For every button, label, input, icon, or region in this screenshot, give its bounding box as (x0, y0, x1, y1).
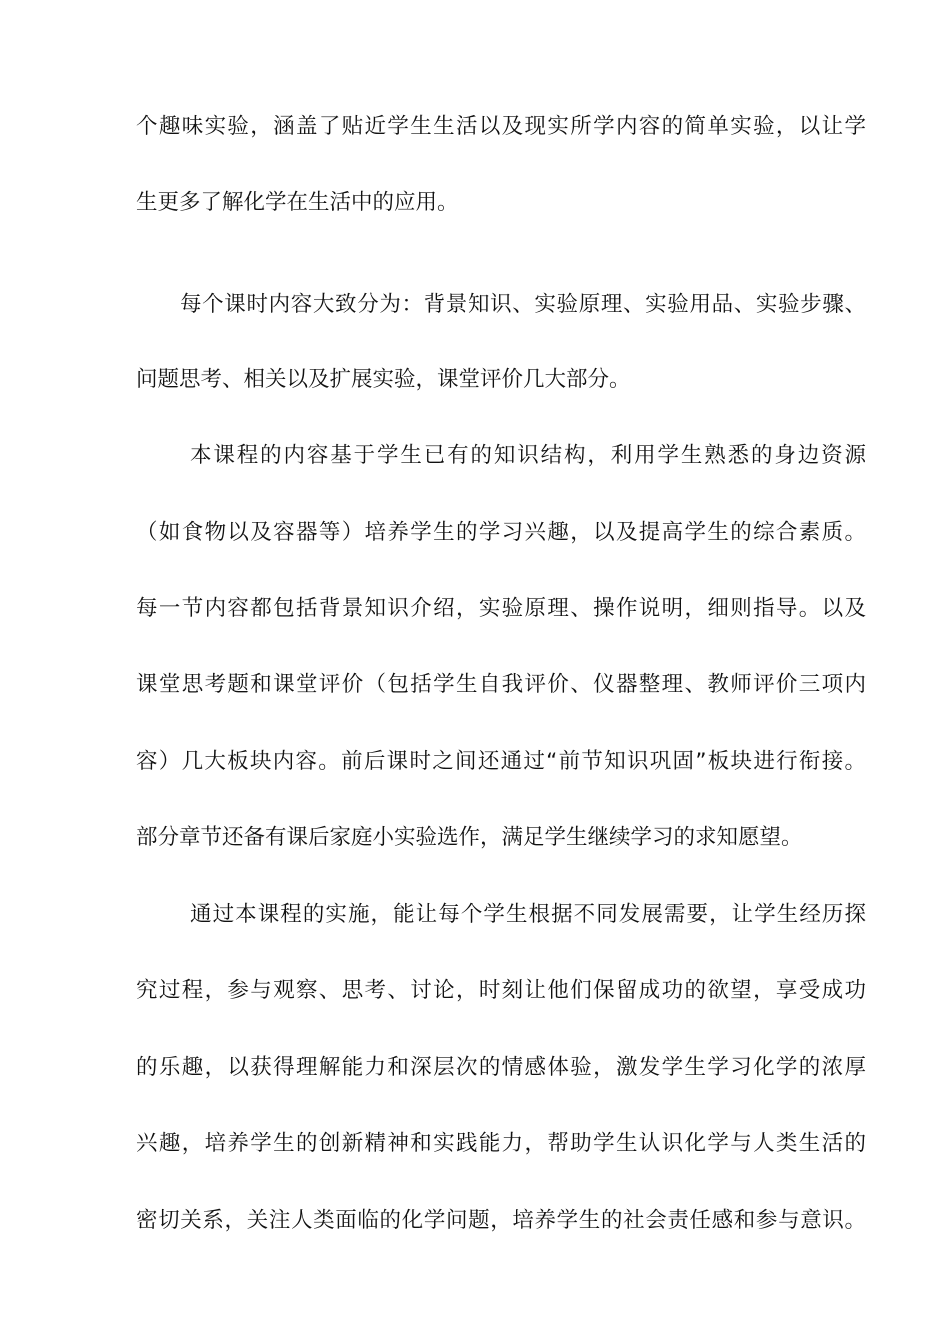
text-line: 究过程，参与观察、思考、讨论，时刻让他们保留成功的欲望，享受成功 (136, 978, 866, 1003)
text-line: 每个课时内容大致分为：背景知识、实验原理、实验用品、实验步骤、 (180, 292, 866, 317)
text-line: 本课程的内容基于学生已有的知识结构，利用学生熟悉的身边资源 (190, 443, 866, 468)
text-line: 问题思考、相关以及扩展实验，课堂评价几大部分。 (136, 367, 631, 392)
text-line: （如食物以及容器等）培养学生的学习兴趣，以及提高学生的综合素质。 (136, 520, 866, 545)
text-line: 的乐趣，以获得理解能力和深层次的情感体验，激发学生学习化学的浓厚 (136, 1055, 866, 1080)
text-line: 生更多了解化学在生活中的应用。 (136, 190, 459, 215)
text-line: 通过本课程的实施，能让每个学生根据不同发展需要，让学生经历探 (190, 902, 866, 927)
text-line: 兴趣，培养学生的创新精神和实践能力，帮助学生认识化学与人类生活的 (136, 1131, 866, 1156)
text-line: 密切关系，关注人类面临的化学问题，培养学生的社会责任感和参与意识。 (136, 1208, 866, 1233)
text-line: 课堂思考题和课堂评价（包括学生自我评价、仪器整理、教师评价三项内 (136, 672, 866, 697)
text-line: 个趣味实验，涵盖了贴近学生生活以及现实所学内容的简单实验，以让学 (136, 114, 866, 139)
text-line: 部分章节还备有课后家庭小实验选作，满足学生继续学习的求知愿望。 (136, 825, 803, 850)
text-line: 容）几大板块内容。前后课时之间还通过“前节知识巩固”板块进行衔接。 (136, 749, 866, 774)
text-line: 每一节内容都包括背景知识介绍，实验原理、操作说明，细则指导。以及 (136, 596, 866, 621)
